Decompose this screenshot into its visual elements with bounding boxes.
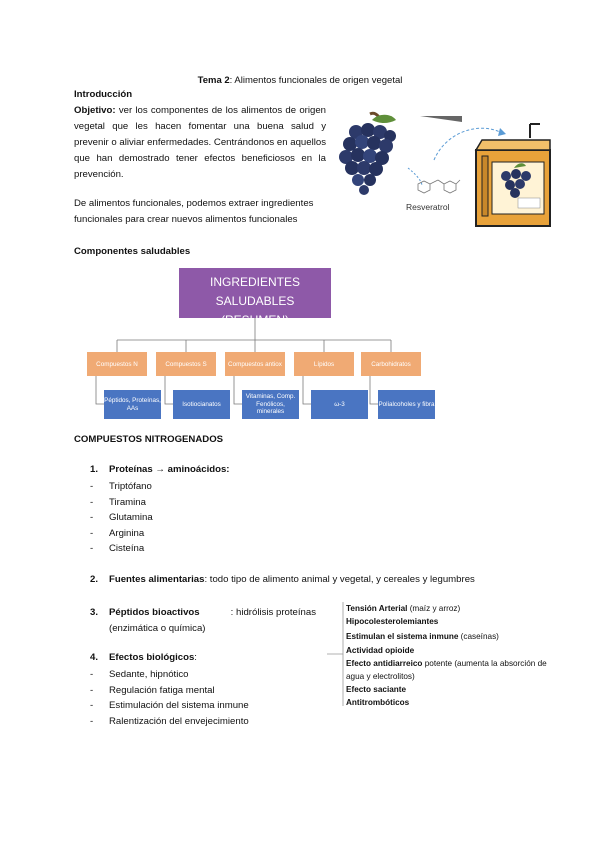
list-item: - Tiramina [90, 496, 146, 508]
list-item: - Ralentización del envejecimiento [90, 715, 249, 727]
section-1-num: 1. [90, 464, 99, 475]
objective-text: ver los componentes de los alimentos de origen vegetal que les hacen fomentar una buena salud y prevenir o aliviar enfermedades. Centrándonos en aquellos que han demostrado tener efectos beneficiosos en la prevención. [74, 105, 326, 180]
effect-normal: potente (aumenta la absorción de [422, 658, 547, 668]
effect-bold: Efecto antidiarreico [346, 658, 423, 668]
list-item-text: Tiramina [109, 496, 146, 508]
section-2 [90, 574, 530, 585]
list-item-text: Ralentización del envejecimiento [109, 715, 249, 727]
list-item: - Triptófano [90, 481, 152, 492]
section-4-heading [90, 652, 197, 663]
sub-isotiocianatos: Isotiocianatos [173, 390, 230, 419]
effect-normal: (maíz y arroz) [407, 604, 461, 613]
effect-item [346, 615, 547, 628]
effect-bold: Estimulan el sistema inmune [346, 632, 459, 642]
section-3-label: Péptidos bioactivos [109, 607, 200, 618]
section-1-heading [90, 464, 229, 475]
list-item-text: Arginina [109, 527, 145, 539]
effect-normal: agua y electrolitos) [346, 672, 415, 682]
list-item-text: Glutamina [109, 512, 153, 523]
effect-item [346, 683, 547, 696]
effect-bold: Antitrombóticos [346, 698, 410, 708]
list-item: - Arginina [90, 527, 145, 539]
effect-item [346, 602, 547, 615]
list-item: - Cisteína [90, 543, 145, 554]
section-2-text: : todo tipo de alimento animal y vegetal, y cereales y legumbres [204, 574, 475, 585]
section-2-label: Fuentes alimentarias [109, 574, 205, 585]
sub-omega3: ω-3 [311, 390, 368, 419]
list-item-text: Cisteína [109, 543, 145, 554]
list-item: - Sedante, hipnótico [90, 669, 189, 680]
title-bold: Tema 2 [197, 75, 230, 86]
effect-normal: (caseínas) [458, 632, 499, 642]
effect-bold: Efecto saciante [346, 685, 407, 695]
section-4-list [90, 667, 249, 729]
section-1-label: Proteínas → aminoácidos: [109, 464, 230, 475]
list-item-text: Estimulación del sistema inmune [109, 700, 249, 711]
sub-peptidos: Péptidos, Proteínas, AAs [104, 390, 161, 419]
diagram-root-line2: (RESUMEN) [221, 313, 289, 327]
list-item: - Glutamina [90, 512, 153, 523]
effect-bold: Tensión Arterial [346, 604, 408, 613]
category-compuestos-antiox: Compuestos antiox [225, 352, 285, 376]
section-4-num: 4. [90, 652, 99, 663]
effect-item [346, 670, 547, 683]
title-rest: : Alimentos funcionales de origen vegetal [229, 75, 403, 86]
effect-item [346, 696, 547, 709]
intro-heading: Introducción [74, 89, 133, 100]
effect-bold: Actividad opioide [346, 645, 415, 655]
effect-bold: Hipocolesterolemiantes [346, 617, 439, 627]
components-heading: Componentes saludables [74, 246, 191, 257]
nitro-heading: COMPUESTOS NITROGENADOS [74, 434, 224, 445]
diagram-root-line1: INGREDIENTES SALUDABLES [209, 275, 300, 308]
resveratrol-label: Resveratrol [406, 202, 450, 212]
section-4-colon: : [194, 652, 197, 663]
section-4-label: Efectos biológicos [109, 652, 195, 663]
effects-bracket [325, 600, 345, 710]
list-item: - Estimulación del sistema inmune [90, 700, 249, 711]
functional-paragraph: De alimentos funcionales, podemos extraer ingredientes funcionales para crear nuevos alimentos funcionales [74, 198, 314, 225]
sub-vitaminas: Vitaminas, Comp. Fenólicos, minerales [242, 390, 299, 419]
category-compuestos-s: Compuestos S [156, 352, 216, 376]
list-item-text: Triptófano [109, 481, 152, 492]
objective-label: Objetivo: [74, 105, 116, 116]
section-3-text-line1: : hidrólisis proteínas [230, 607, 316, 618]
effect-item [346, 657, 547, 670]
list-item: - Regulación fatiga mental [90, 684, 215, 696]
sub-polialcoholes: Polialcoholes y fibra [378, 390, 435, 419]
category-carbohidratos: Carbohidratos [361, 352, 421, 376]
category-lipidos: Lípidos [294, 352, 354, 376]
section-3-num: 3. [90, 607, 99, 618]
section-2-num: 2. [90, 574, 99, 585]
section-1-list [90, 479, 153, 557]
section-3-text-line2: (enzimática o química) [109, 622, 206, 634]
list-item-text: Sedante, hipnótico [109, 669, 189, 680]
category-compuestos-n: Compuestos N [87, 352, 147, 376]
effect-item [346, 644, 547, 657]
effect-item [346, 630, 547, 643]
list-item-text: Regulación fatiga mental [109, 684, 215, 696]
section-3 [90, 605, 316, 636]
effects-list [346, 602, 547, 710]
